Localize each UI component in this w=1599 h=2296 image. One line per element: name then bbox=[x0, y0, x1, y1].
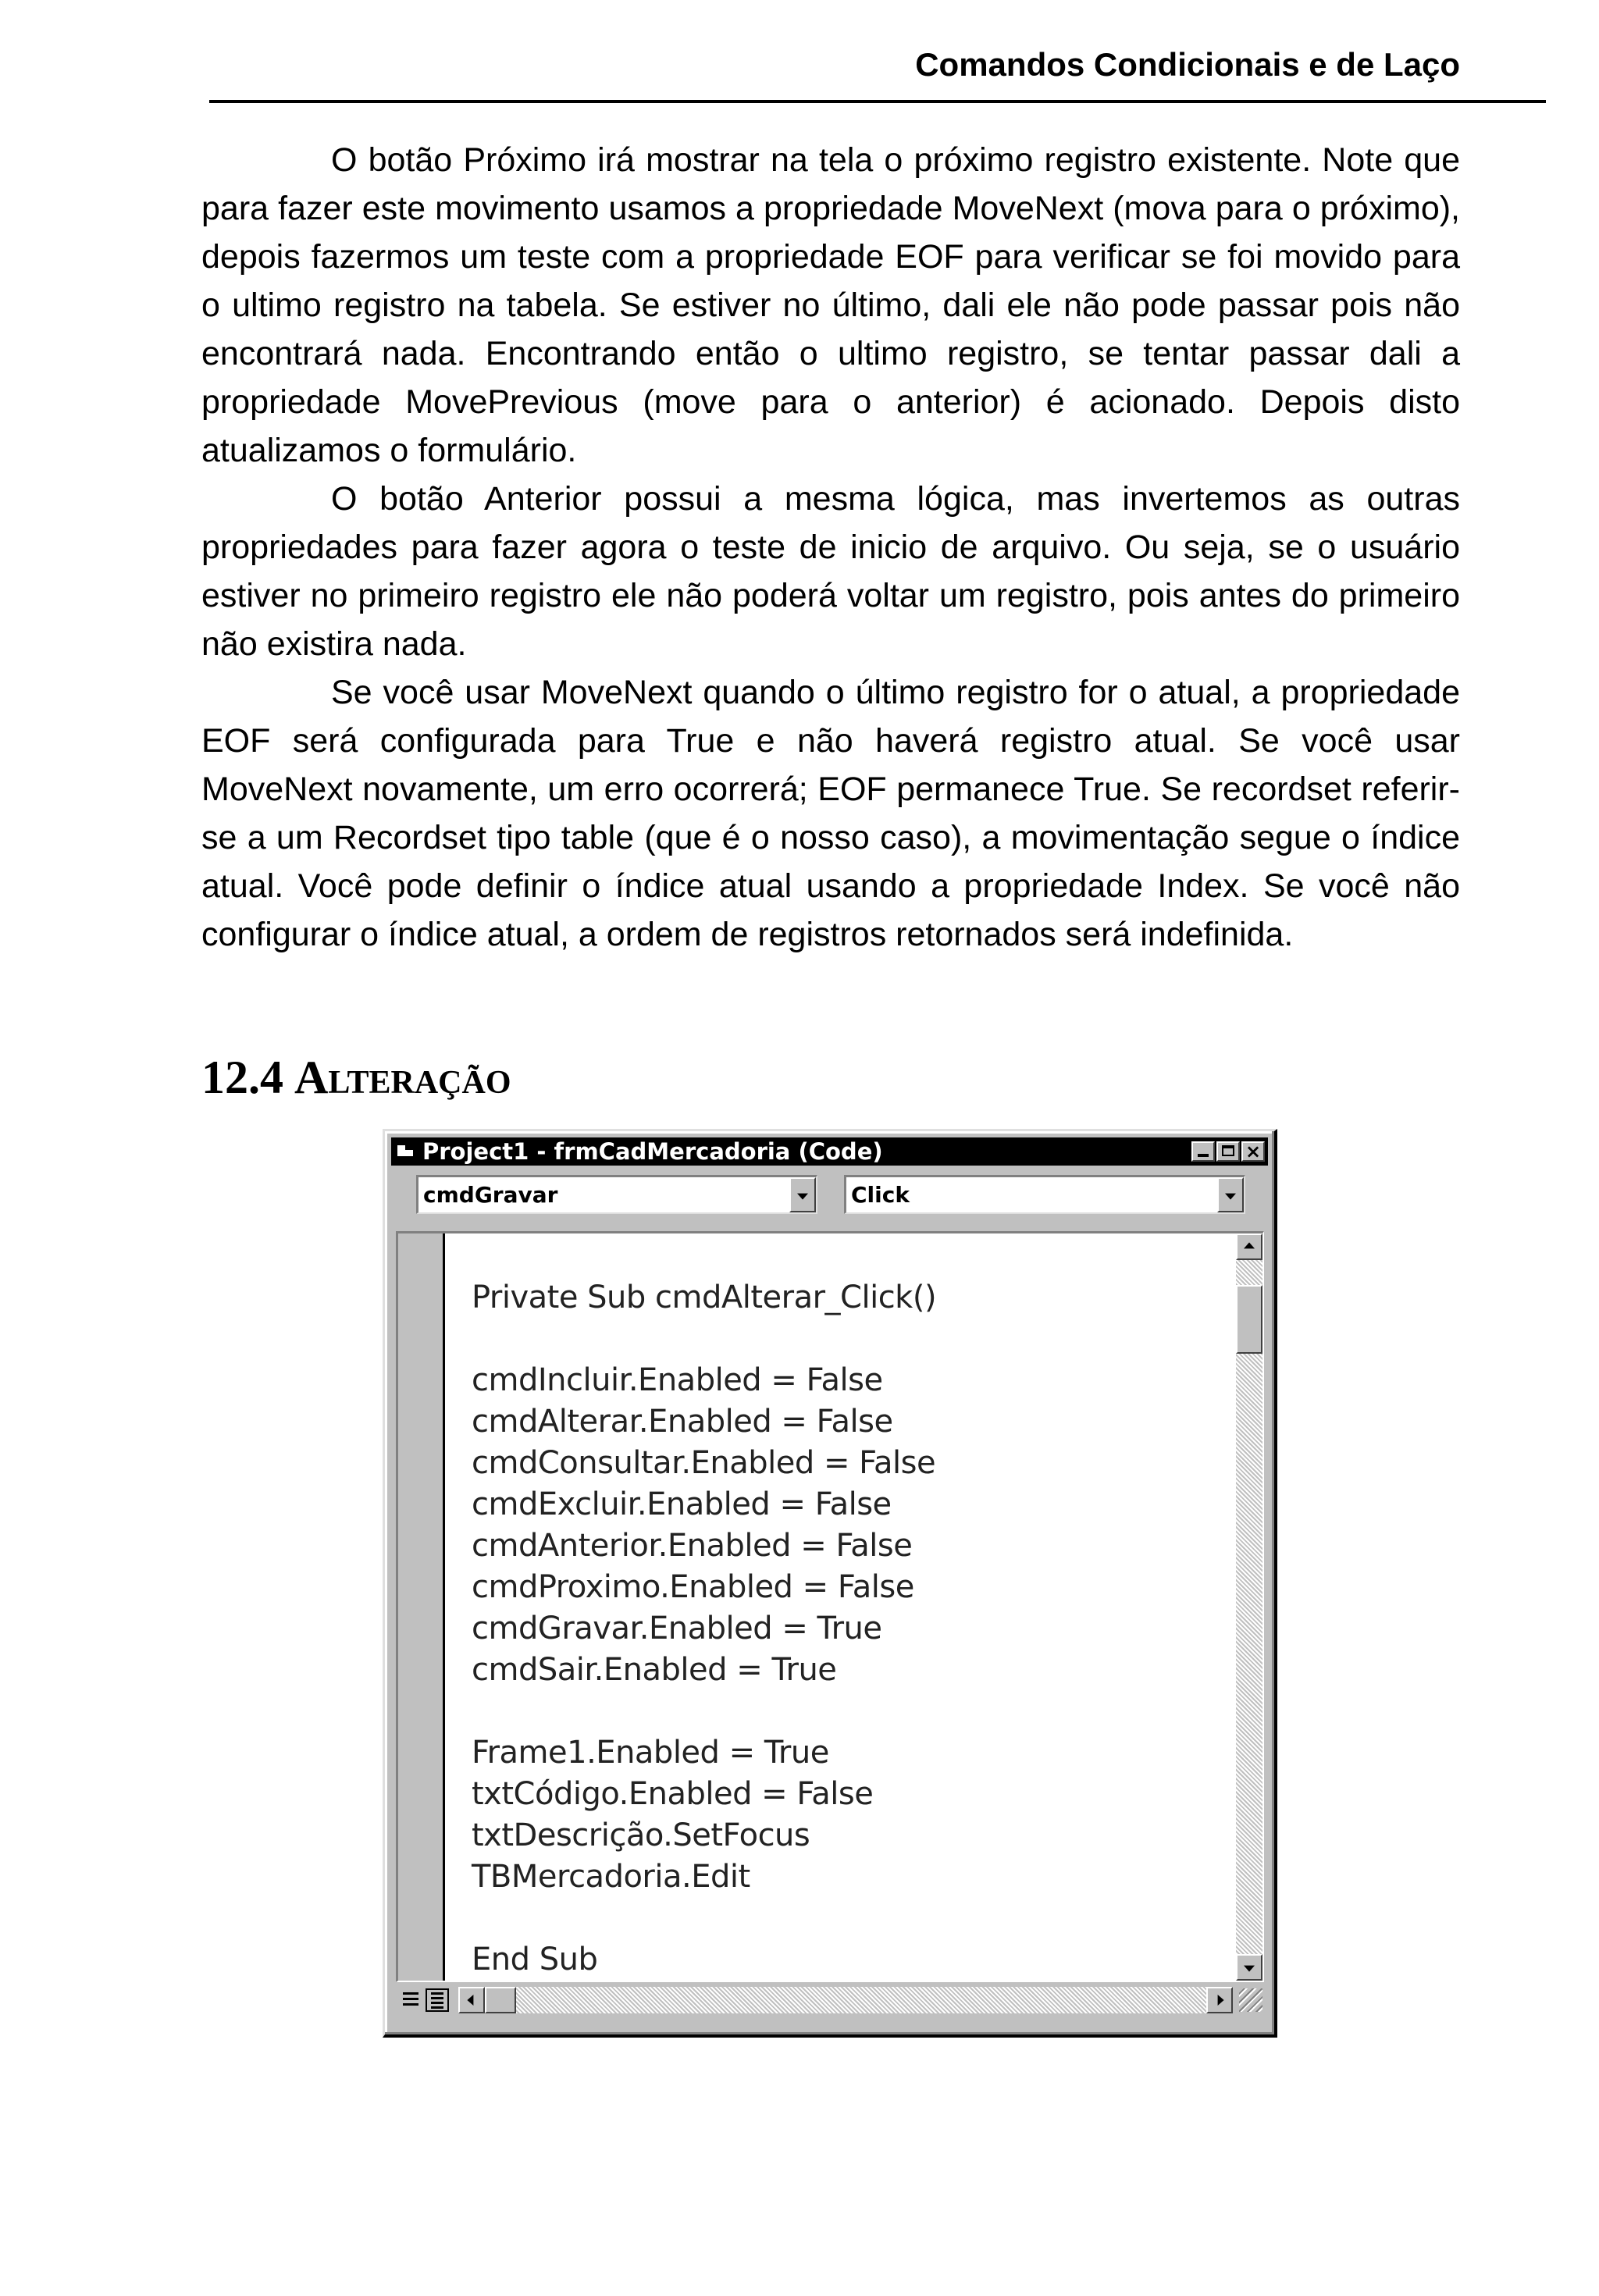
code-line: cmdGravar.Enabled = True bbox=[472, 1611, 882, 1646]
procedure-combo-dropdown-button[interactable] bbox=[1217, 1177, 1244, 1212]
code-line: txtDescrição.SetFocus bbox=[472, 1817, 810, 1853]
scroll-up-button[interactable] bbox=[1236, 1233, 1262, 1260]
code-blank-line bbox=[472, 1319, 1221, 1360]
code-blank-line bbox=[472, 1898, 1221, 1939]
code-blank-line bbox=[472, 1691, 1221, 1732]
code-line: txtCódigo.Enabled = False bbox=[472, 1776, 874, 1812]
paragraph-proximo: O botão Próximo irá mostrar na tela o próximo registro existente. Note que para fazer este movimento usamos a propriedade MoveNext (mova para o próximo), depois fazermos um teste com a propriedade EOF para verificar se foi movido para o ultimo registro na tabela. Se estiver no último, dali ele não pode passar pois não encontrará nada. Encontrando então o ultimo registro, se tentar passar dali a propriedade MovePrevious (move para o anterior) é acionado. Depois disto atualizamos o formulário. bbox=[201, 141, 1460, 469]
scroll-left-button[interactable] bbox=[458, 1987, 485, 2013]
code-window-title: Project1 - frmCadMercadoria (Code) bbox=[422, 1138, 883, 1165]
paragraph-movenext: Se você usar MoveNext quando o último registro for o atual, a propriedade EOF será configurada para True e não haverá registro atual. Se você usar MoveNext novamente, um erro ocorrerá; EOF permanece True. Se recordset referir-se a um Recordset tipo table (que é o nosso caso), a movimentação segue o índice atual. Você pode definir o índice atual usando a propriedade Index. Se você não configurar o índice atual, a ordem de registros retornados será indefinida. bbox=[201, 674, 1460, 953]
margin-indicator-bar bbox=[398, 1233, 445, 1981]
minimize-button[interactable] bbox=[1191, 1141, 1215, 1162]
procedure-combo[interactable] bbox=[844, 1175, 1245, 1214]
scroll-down-button[interactable] bbox=[1236, 1954, 1262, 1981]
vertical-scrollbar[interactable] bbox=[1236, 1233, 1262, 1981]
code-window-titlebar[interactable] bbox=[391, 1137, 1268, 1166]
maximize-icon bbox=[1222, 1145, 1234, 1156]
arrow-up-icon bbox=[1244, 1242, 1255, 1248]
object-combo[interactable] bbox=[416, 1175, 817, 1214]
resize-grip-icon[interactable] bbox=[1239, 1988, 1262, 2012]
close-button[interactable] bbox=[1241, 1141, 1265, 1162]
horizontal-scrollbar[interactable] bbox=[458, 1987, 1233, 2013]
code-line: TBMercadoria.Edit bbox=[472, 1859, 750, 1895]
code-window-bottom-bar bbox=[396, 1984, 1264, 2015]
section-title: Alteração bbox=[294, 1052, 511, 1103]
code-line: cmdAlterar.Enabled = False bbox=[472, 1404, 893, 1440]
code-text bbox=[472, 1277, 1221, 1981]
chevron-down-icon bbox=[797, 1193, 808, 1199]
code-line: cmdConsultar.Enabled = False bbox=[472, 1445, 936, 1481]
procedure-combo-value: Click bbox=[851, 1182, 910, 1208]
arrow-left-icon bbox=[467, 1995, 473, 2006]
arrow-down-icon bbox=[1244, 1966, 1255, 1972]
scroll-right-button[interactable] bbox=[1206, 1987, 1233, 2013]
horizontal-scroll-thumb[interactable] bbox=[485, 1987, 516, 2013]
section-number: 12.4 bbox=[201, 1052, 283, 1103]
code-line: cmdSair.Enabled = True bbox=[472, 1652, 837, 1688]
section-heading bbox=[201, 1046, 511, 1109]
arrow-right-icon bbox=[1218, 1995, 1224, 2006]
body-text bbox=[201, 136, 1460, 959]
object-combo-value: cmdGravar bbox=[423, 1182, 558, 1208]
code-window-icon bbox=[396, 1142, 416, 1161]
code-line: Frame1.Enabled = True bbox=[472, 1735, 829, 1771]
code-line: cmdAnterior.Enabled = False bbox=[472, 1528, 913, 1564]
header-rule bbox=[209, 100, 1546, 103]
code-line: cmdProximo.Enabled = False bbox=[472, 1569, 914, 1605]
code-window bbox=[383, 1129, 1277, 2038]
maximize-button[interactable] bbox=[1216, 1141, 1240, 1162]
vertical-scroll-thumb[interactable] bbox=[1236, 1285, 1262, 1354]
code-line: cmdExcluir.Enabled = False bbox=[472, 1486, 892, 1522]
code-line: Private Sub cmdAlterar_Click() bbox=[472, 1280, 937, 1315]
paragraph-anterior: O botão Anterior possui a mesma lógica, mas invertemos as outras propriedades para fazer agora o teste de inicio de arquivo. Ou seja, se o usuário estiver no primeiro registro ele não poderá voltar um registro, pois antes do primeiro não existira nada. bbox=[201, 480, 1460, 663]
code-editor[interactable] bbox=[396, 1231, 1264, 1982]
window-controls bbox=[1191, 1141, 1265, 1162]
running-header: Comandos Condicionais e de Laço bbox=[915, 46, 1460, 83]
code-line: cmdIncluir.Enabled = False bbox=[472, 1362, 883, 1398]
chevron-down-icon bbox=[1225, 1193, 1236, 1199]
full-module-view-button[interactable] bbox=[426, 1988, 449, 2012]
close-icon: × bbox=[1245, 1141, 1262, 1162]
code-line: End Sub bbox=[472, 1942, 598, 1977]
object-combo-dropdown-button[interactable] bbox=[789, 1177, 816, 1212]
minimize-icon bbox=[1198, 1154, 1209, 1157]
procedure-view-button[interactable] bbox=[399, 1988, 422, 2012]
